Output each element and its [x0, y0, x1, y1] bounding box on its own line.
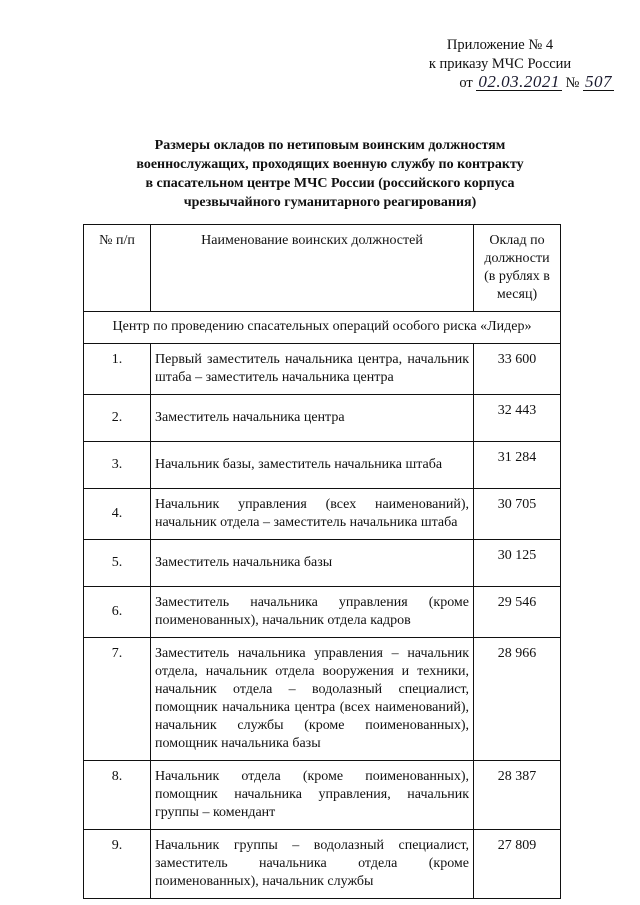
table-row: [84, 395, 561, 442]
salary-table: [83, 224, 561, 899]
row-position: Первый заместитель начальника центра, начальник штаба – заместитель начальника центра: [151, 344, 474, 395]
row-salary: 28 387: [474, 761, 561, 830]
row-number: 5.: [84, 540, 151, 587]
table-row: [84, 489, 561, 540]
row-position: Начальник отдела (кроме поименованных), помощник начальника управления, начальник группы – комендант: [151, 761, 474, 830]
row-position: Заместитель начальника управления – начальник отдела, начальник отдела вооружения и техники, начальник отдела – водолазный специалист, помощник начальника центра (всех наименований), начальник службы (кроме поименованных), помощник начальника базы: [151, 638, 474, 761]
appendix-number: Приложение № 4: [446, 37, 554, 53]
table-row: [84, 761, 561, 830]
appendix-header: [380, 36, 620, 93]
row-salary: 33 600: [474, 344, 561, 395]
order-date-line: [380, 74, 620, 93]
table-row: [84, 540, 561, 587]
row-number: 2.: [84, 395, 151, 442]
title-line-4: чрезвычайного гуманитарного реагирования): [183, 195, 477, 210]
row-salary: 32 443: [474, 395, 561, 442]
row-position: Начальник базы, заместитель начальника штаба: [151, 442, 474, 489]
table-header-row: [84, 225, 561, 312]
title-line-2: военнослужащих, проходящих военную службу по контракту: [136, 157, 524, 172]
title-line-1: Размеры окладов по нетиповым воинским должностям: [154, 138, 506, 153]
handwritten-date: 02.03.2021: [478, 72, 560, 91]
row-number: 3.: [84, 442, 151, 489]
row-position: Начальник группы – водолазный специалист, заместитель начальника отдела (кроме поименованных), начальник службы: [151, 830, 474, 899]
order-reference: к приказу МЧС России: [428, 56, 572, 72]
table-row: [84, 830, 561, 899]
table-row: [84, 442, 561, 489]
header-number: № п/п: [84, 225, 151, 312]
header-salary: Оклад по должности (в рублях в месяц): [474, 225, 561, 312]
row-number: 8.: [84, 761, 151, 830]
date-prefix: от: [459, 75, 473, 91]
row-number: 4.: [84, 489, 151, 540]
row-salary: 31 284: [474, 442, 561, 489]
row-salary: 29 546: [474, 587, 561, 638]
document-title: [100, 136, 560, 212]
row-number: 6.: [84, 587, 151, 638]
row-number: 1.: [84, 344, 151, 395]
table-row: [84, 638, 561, 761]
row-position: Заместитель начальника управления (кроме поименованных), начальник отдела кадров: [151, 587, 474, 638]
table-row: [84, 344, 561, 395]
header-position: Наименование воинских должностей: [151, 225, 474, 312]
table-row: [84, 587, 561, 638]
row-position: Начальник управления (всех наименований), начальник отдела – заместитель начальника штаба: [151, 489, 474, 540]
row-number: 7.: [84, 638, 151, 761]
section-title: Центр по проведению спасательных операций особого риска «Лидер»: [84, 312, 561, 344]
section-row: [84, 312, 561, 344]
row-salary: 30 125: [474, 540, 561, 587]
row-position: Заместитель начальника центра: [151, 395, 474, 442]
row-number: 9.: [84, 830, 151, 899]
row-position: Заместитель начальника базы: [151, 540, 474, 587]
handwritten-number: 507: [585, 72, 612, 91]
title-line-3: в спасательном центре МЧС России (российского корпуса: [145, 176, 515, 191]
row-salary: 28 966: [474, 638, 561, 761]
number-prefix: №: [565, 75, 580, 91]
row-salary: 27 809: [474, 830, 561, 899]
row-salary: 30 705: [474, 489, 561, 540]
